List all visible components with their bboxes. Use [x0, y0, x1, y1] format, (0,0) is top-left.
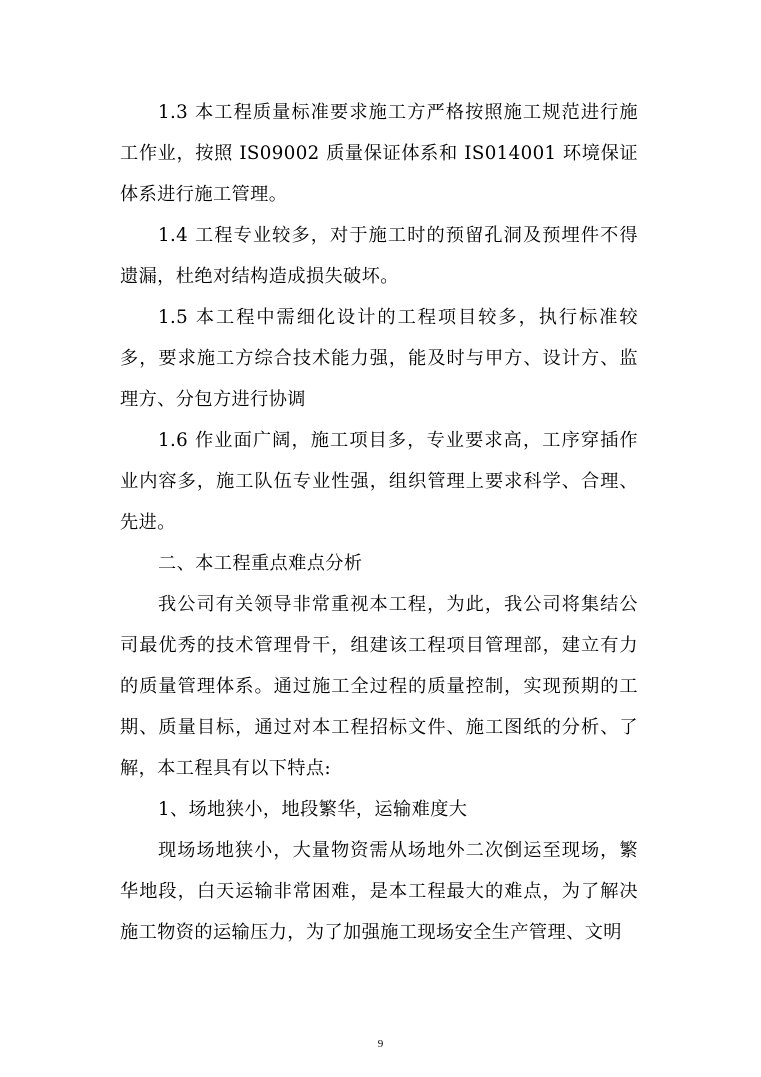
paragraph-1-5: 1.5 本工程中需细化设计的工程项目较多，执行标准较多，要求施工方综合技术能力强，能及时与甲方、设计方、监理方、分包方进行协调: [120, 307, 638, 410]
subheading-site-constraints: 1、场地狭小，地段繁华，运输难度大: [158, 799, 468, 820]
section-heading-key-difficulties: 二、本工程重点难点分析: [158, 553, 363, 574]
paragraph-company-intro: 我公司有关领导非常重视本工程，为此，我公司将集结公司最优秀的技术管理骨干，组建该工程项目管理部，建立有力的质量管理体系。通过施工全过程的质量控制，实现预期的工期、质量目标，通过对本工程招标文件、施工图纸的分析、了解，本工程具有以下特点:: [120, 594, 638, 779]
paragraph-site-description: 现场场地狭小，大量物资需从场地外二次倒运至现场，繁华地段，白天运输非常困难，是本工程最大的难点，为了解决施工物资的运输压力，为了加强施工现场安全生产管理、文明: [120, 840, 638, 943]
page-number: 9: [377, 1038, 384, 1050]
paragraph-1-3: 1.3 本工程质量标准要求施工方严格按照施工规范进行施工作业，按照 IS09002 质量保证体系和 IS014001 环境保证体系进行施工管理。: [120, 102, 638, 205]
paragraph-1-4: 1.4 工程专业较多，对于施工时的预留孔洞及预埋件不得遗漏，杜绝对结构造成损失破坏。: [120, 225, 638, 287]
paragraph-1-6: 1.6 作业面广阔，施工项目多，专业要求高，工序穿插作业内容多，施工队伍专业性强，组织管理上要求科学、合理、先进。: [120, 430, 638, 533]
body-text: [120, 92, 638, 953]
